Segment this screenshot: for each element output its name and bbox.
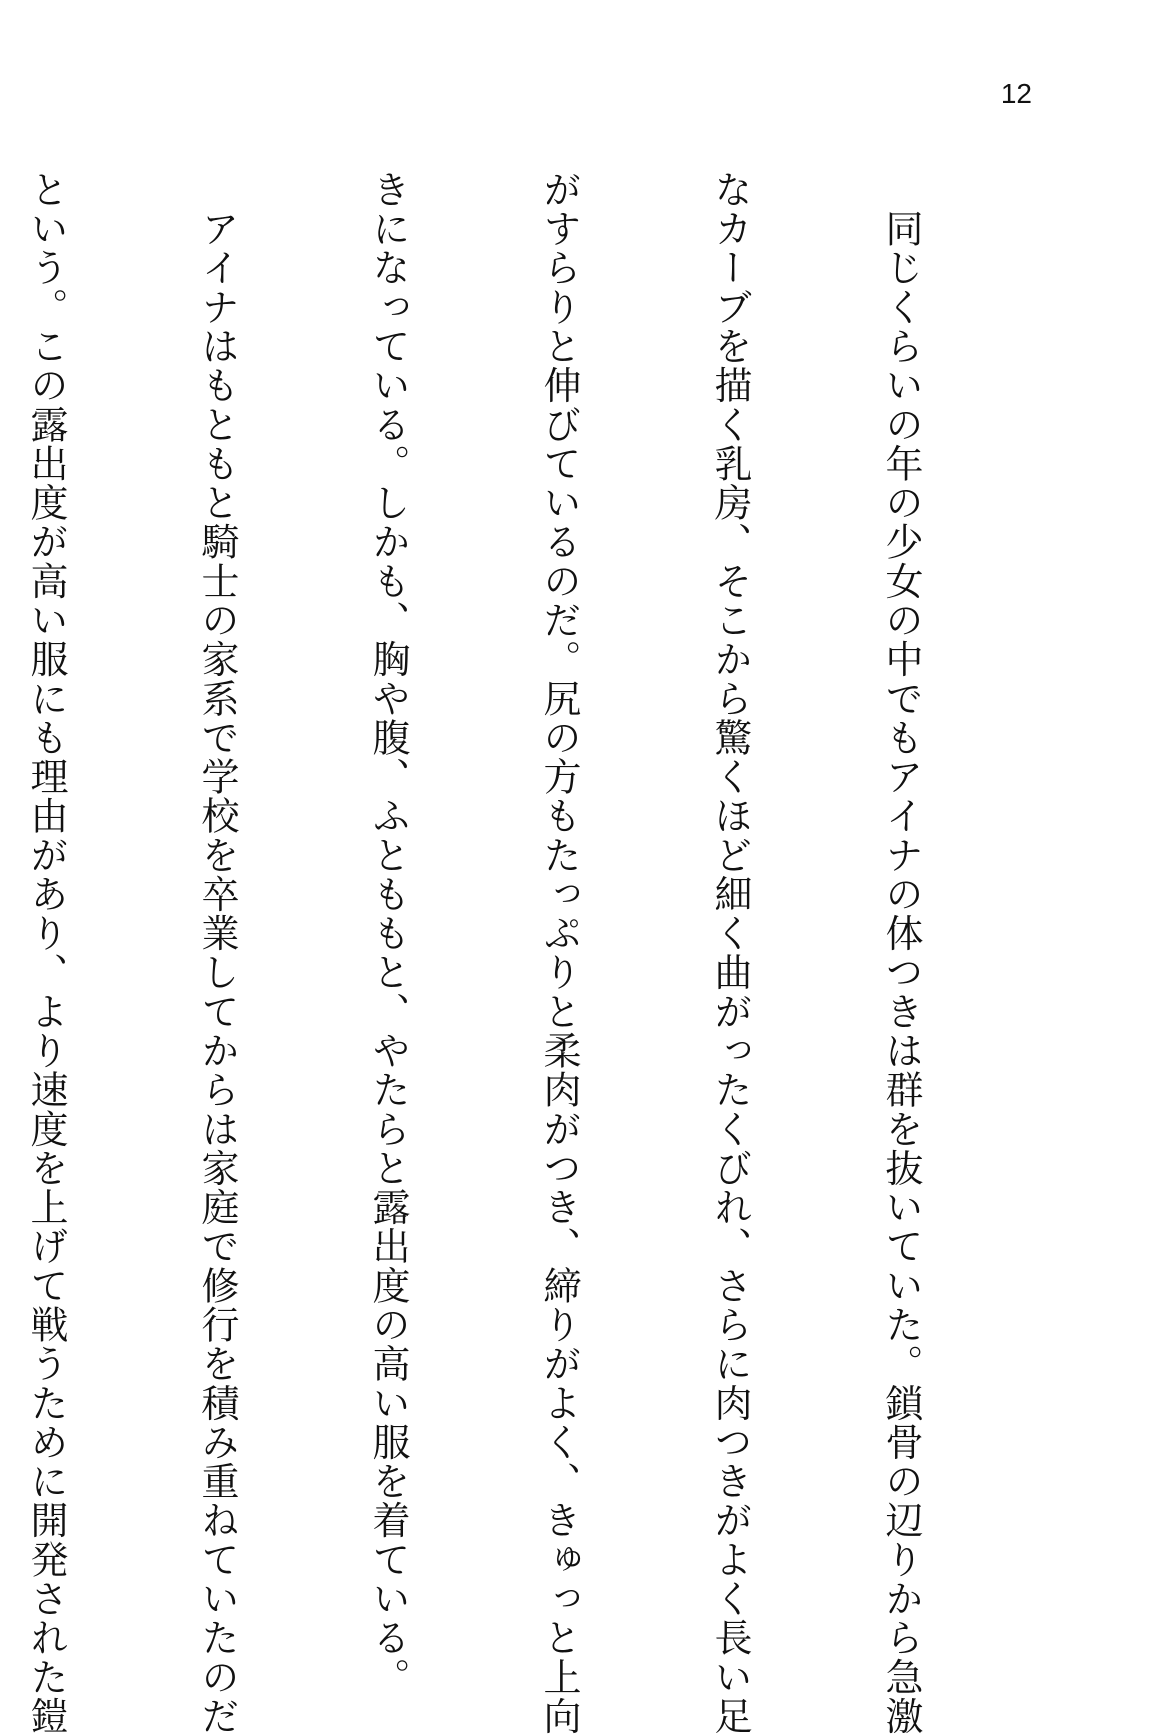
text-line: きになっている。しかも、胸や腹、ふとももと、やたらと露出度の高い服を着ている。 bbox=[366, 170, 410, 1697]
text-line: アイナはもともと騎士の家系で学校を卒業してからは家庭で修行を積み重ねていたのだ bbox=[195, 170, 239, 1736]
vertical-text-block bbox=[0, 170, 1043, 1736]
page-number: 12 bbox=[1000, 78, 1032, 109]
text-line: 同じくらいの年の少女の中でもアイナの体つきは群を抜いていた。鎖骨の辺りから急激 bbox=[879, 170, 923, 1736]
text-line: がすらりと伸びているのだ。尻の方もたっぷりと柔肉がつき、締りがよく、きゅっと上向 bbox=[537, 170, 581, 1736]
text-line: なカーブを描く乳房、そこから驚くほど細く曲がったくびれ、さらに肉つきがよく長い足 bbox=[708, 170, 752, 1736]
text-line: という。この露出度が高い服にも理由があり、より速度を上げて戦うために開発された鎧 bbox=[24, 170, 68, 1736]
